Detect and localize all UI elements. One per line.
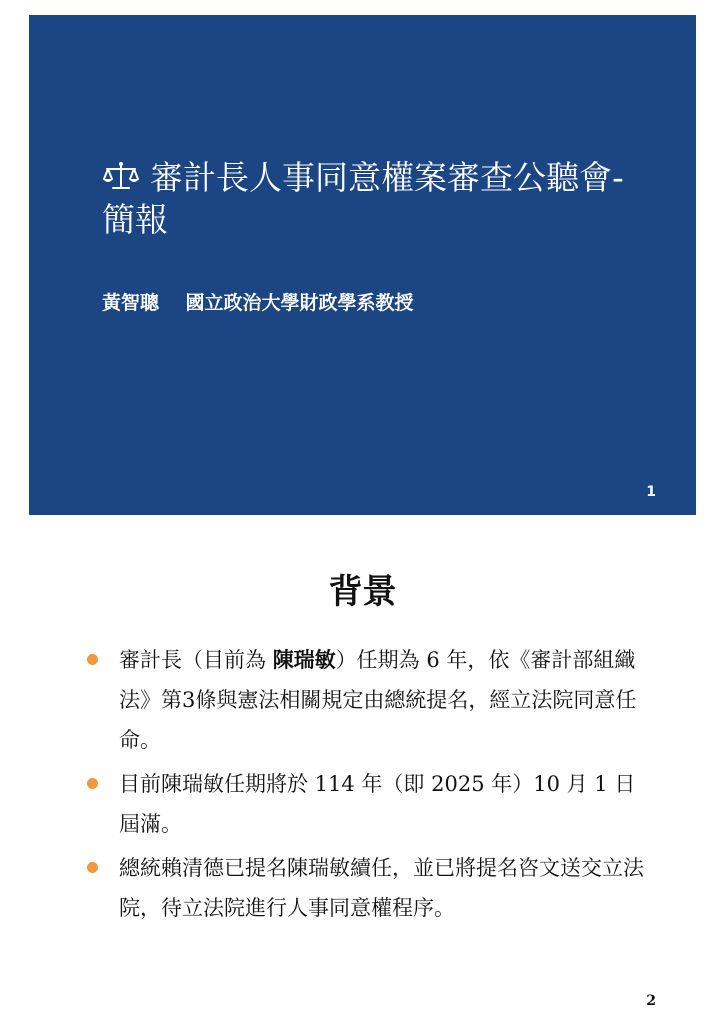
scales-of-justice-icon [102, 161, 140, 191]
slide-2-title: 背景 [328, 572, 397, 612]
slide-1-title-text: 審計長人事同意權案審查公聽會-簡報 [102, 158, 624, 239]
bullet-text-bold: 陳瑞敏 [272, 647, 336, 672]
bullet-text-post: ）任期為 6 年，依《審計部組織法》第3條與憲法相關規定由總統提名，經立法院同意任命。 [119, 648, 637, 752]
bullet-text: 目前陳瑞敏任期將於 114 年（即 2025 年）10 月 1 日 屆滿。 [119, 772, 636, 836]
author-name: 黃智聰 [102, 292, 160, 314]
bullet-item [87, 640, 647, 760]
bullet-item [87, 764, 647, 844]
bullet-dot-icon [87, 862, 98, 873]
slide-1-page-number: 1 [646, 484, 656, 500]
bullet-text-pre: 審計長（目前為 [119, 648, 273, 672]
bullet-list [87, 640, 647, 932]
bullet-dot-icon [87, 778, 98, 789]
slide-1 [29, 15, 696, 515]
slide-1-title [102, 157, 642, 241]
bullet-item [87, 848, 647, 928]
bullet-text: 總統賴清德已提名陳瑞敏續任，並已將提名咨文送交立法院，待立法院進行人事同意權程序。 [119, 856, 644, 920]
slide-2-page-number: 2 [646, 993, 656, 1009]
author-affiliation: 國立政治大學財政學系教授 [185, 292, 414, 314]
slide-2 [29, 530, 696, 1020]
bullet-dot-icon [87, 654, 98, 665]
slide-1-author [102, 288, 414, 315]
